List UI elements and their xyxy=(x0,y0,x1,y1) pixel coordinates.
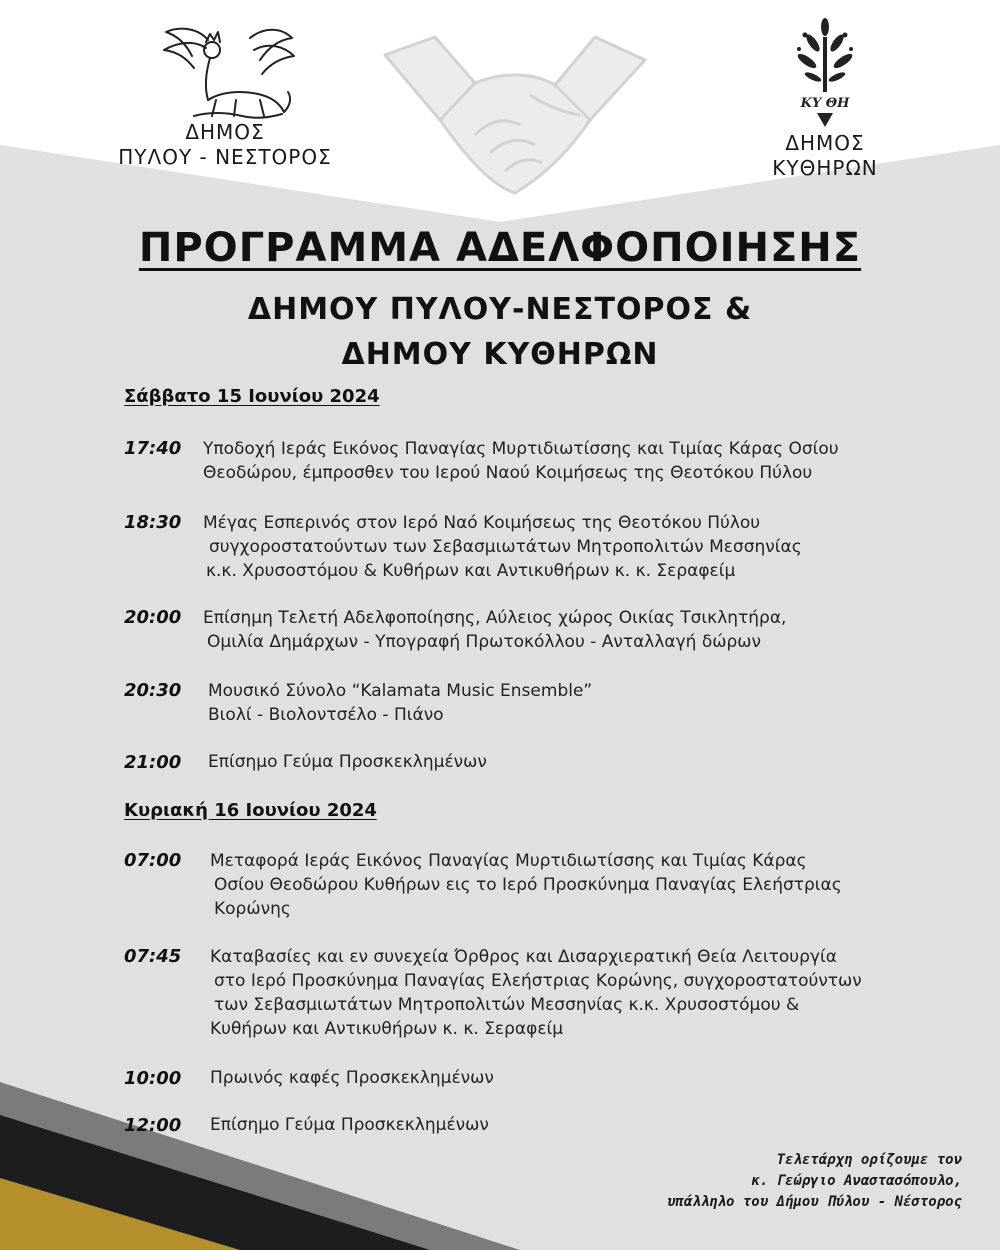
event-line: Κορώνης xyxy=(214,899,291,919)
event-line: των Σεβασμιωτάτων Μητροπολιτών Μεσσηνίας κ.κ. Χρυσοστόμου & xyxy=(214,995,800,1015)
event-line: κ.κ. Χρυσοστόμου & Κυθήρων και Αντικυθήρων κ. κ. Σεραφείμ xyxy=(206,561,736,581)
event-line: στο Ιερό Προσκύνημα Παναγίας Ελεήστριας Κορώνης, συγχοροστατούντων xyxy=(214,971,862,991)
event-time: 17:40 xyxy=(124,438,182,459)
event-time: 20:30 xyxy=(124,680,182,701)
event-time: 12:00 xyxy=(124,1115,182,1136)
olive-branch-emblem xyxy=(785,15,865,130)
event-line: Οσίου Θεοδώρου Κυθήρων εις το Ιερό Προσκύνημα Παναγίας Ελεήστριας xyxy=(214,875,842,895)
day-heading-sunday: Κυριακή 16 Ιουνίου 2024 xyxy=(124,800,377,821)
right-municipality-line1: ΔΗΜΟΣ xyxy=(785,131,865,155)
event-line: Ομιλία Δημάρχων - Υπογραφή Πρωτοκόλλου - Ανταλλαγή δώρων xyxy=(207,632,762,652)
event-description xyxy=(208,750,487,774)
subtitle-line2: ΔΗΜΟΥ ΚΥΘΗΡΩΝ xyxy=(341,337,659,372)
event-line: Επίσημη Τελετή Αδελφοποίησης, Αύλειος χώρος Οικίας Τσικλητήρα, xyxy=(203,608,787,628)
event-time: 07:00 xyxy=(124,850,182,871)
event-time: 10:00 xyxy=(124,1068,182,1089)
right-municipality-line2: ΚΥΘΗΡΩΝ xyxy=(772,156,878,180)
event-time: 20:00 xyxy=(124,607,182,628)
event-line: Μουσικό Σύνολο “Kalamata Music Ensemble” xyxy=(208,681,593,701)
event-line: Μέγας Εσπερινός στον Ιερό Ναό Κοιμήσεως της Θεοτόκου Πύλου xyxy=(203,513,761,533)
event-description xyxy=(203,606,786,654)
event-line: Καταβασίες και εν συνεχεία Όρθρος και Δισαρχιερατική Θεία Λειτουργία xyxy=(210,947,837,967)
event-line: Επίσημο Γεύμα Προσκεκλημένων xyxy=(208,752,487,772)
day-heading-saturday: Σάββατο 15 Ιουνίου 2024 xyxy=(124,386,380,407)
event-line: Επίσημο Γεύμα Προσκεκλημένων xyxy=(210,1115,489,1135)
master-of-ceremonies-note xyxy=(667,1150,962,1213)
event-description xyxy=(208,679,592,727)
left-municipality-line1: ΔΗΜΟΣ xyxy=(185,120,265,144)
event-line: Θεοδώρου, έμπροσθεν του Ιερού Ναού Κοιμήσεως της Θεοτόκου Πύλου xyxy=(203,463,813,483)
event-description xyxy=(210,849,842,921)
subtitle-line1: ΔΗΜΟΥ ΠΥΛΟΥ-ΝΕΣΤΟΡΟΣ & xyxy=(247,292,753,327)
handshake-icon xyxy=(380,25,650,210)
event-time: 21:00 xyxy=(124,752,182,773)
event-description xyxy=(210,945,862,1041)
event-description xyxy=(210,1066,494,1090)
event-line: Βιολί - Βιολοντσέλο - Πιάνο xyxy=(208,705,444,725)
event-description xyxy=(203,511,802,583)
left-municipality-caption xyxy=(95,120,355,170)
right-municipality-caption xyxy=(735,131,915,181)
event-description xyxy=(210,1113,489,1137)
event-time: 07:45 xyxy=(124,946,182,967)
emblem-text: ΚΥ ΘΗ xyxy=(800,96,850,111)
footer-line2: κ. Γεώργιο Αναστασόπουλο, xyxy=(751,1173,962,1189)
footer-line1: Τελετάρχη ορίζουμε τον xyxy=(776,1152,962,1168)
event-line: Μεταφορά Ιεράς Εικόνος Παναγίας Μυρτιδιωτίσσης και Τιμίας Κάρας xyxy=(210,851,807,871)
left-municipality-line2: ΠΥΛΟΥ - ΝΕΣΤΟΡΟΣ xyxy=(118,145,332,169)
event-time: 18:30 xyxy=(124,512,182,533)
footer-line3: υπάλληλο του Δήμου Πύλου - Νέστορος xyxy=(666,1194,962,1210)
event-line: συγχοροστατούντων των Σεβασμιωτάτων Μητροπολιτών Μεσσηνίας xyxy=(209,537,802,557)
event-description xyxy=(203,437,839,485)
page-title-text: ΠΡΟΓΡΑΜΜΑ ΑΔΕΛΦΟΠΟΙΗΣΗΣ xyxy=(138,225,862,271)
winged-sphinx-emblem xyxy=(150,20,300,125)
page-title xyxy=(0,225,1000,271)
event-line: Υποδοχή Ιεράς Εικόνος Παναγίας Μυρτιδιωτίσσης και Τιμίας Κάρας Οσίου xyxy=(203,439,839,459)
event-line: Πρωινός καφές Προσκεκλημένων xyxy=(210,1068,494,1088)
event-line: Κυθήρων και Αντικυθήρων κ. κ. Σεραφείμ xyxy=(210,1019,564,1039)
